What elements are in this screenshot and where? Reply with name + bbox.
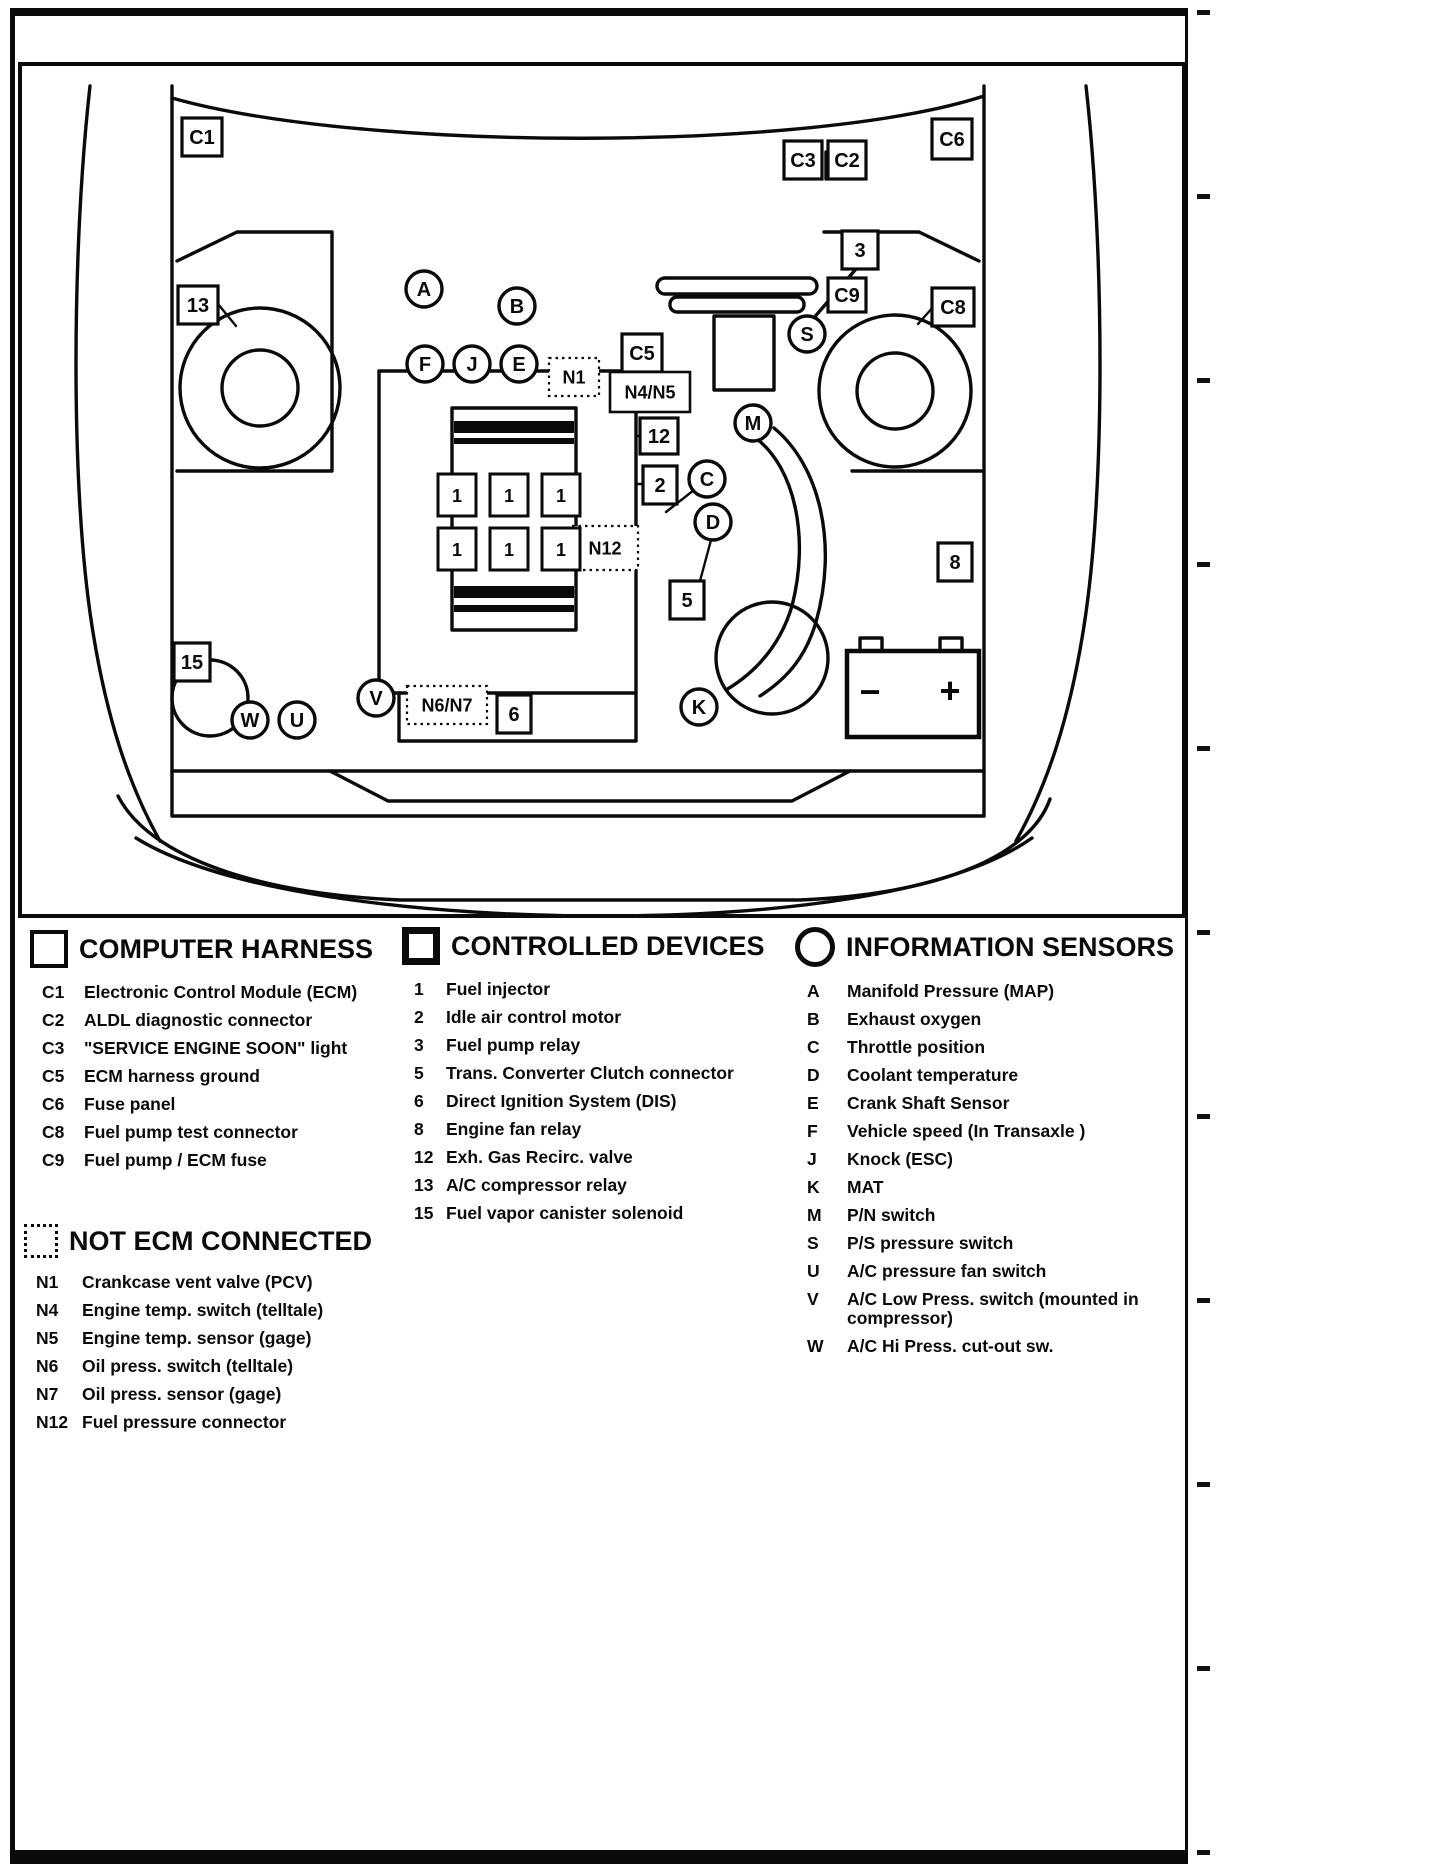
- diagram-label-text: 1: [555, 486, 567, 506]
- legend-not-ecm-connected-header: [24, 1224, 386, 1258]
- diagram-label-text: W: [240, 710, 260, 732]
- engine-bay-artwork: [76, 86, 1100, 914]
- legend-information-sensors: [795, 927, 1183, 1365]
- sensor-circle-F: [407, 346, 443, 382]
- diagram-label-text: C6: [939, 129, 965, 151]
- legend-item-B: [807, 1010, 1183, 1029]
- diagram-label-text: C1: [189, 127, 215, 149]
- legend-item-U: [807, 1262, 1183, 1281]
- component-box-15: [174, 643, 210, 681]
- legend-item-label: MAT: [847, 1177, 884, 1197]
- legend-item-label: Crankcase vent valve (PCV): [82, 1272, 313, 1292]
- legend-item-C6: [42, 1095, 392, 1114]
- legend-computer-harness-items: [42, 983, 392, 1170]
- legend-item-code: 3: [414, 1035, 424, 1055]
- legend-item-code: N6: [36, 1356, 59, 1376]
- legend-item-label: Coolant temperature: [847, 1065, 1019, 1085]
- legend-item-label: Fuse panel: [84, 1094, 176, 1114]
- sensor-circle-K: [681, 689, 717, 725]
- legend-item-label: Exhaust oxygen: [847, 1009, 982, 1029]
- square-bold-icon: [402, 927, 440, 965]
- legend-item-N7: [36, 1385, 386, 1404]
- legend-item-code: M: [807, 1205, 822, 1225]
- legend-item-code: D: [807, 1065, 820, 1085]
- legend-controlled-devices-header: [402, 927, 765, 965]
- sensor-circle-U: [279, 702, 315, 738]
- legend-item-label: Vehicle speed (In Transaxle ): [847, 1121, 1086, 1141]
- diagram-label-text: M: [744, 413, 762, 435]
- legend-item-15: [414, 1204, 754, 1223]
- diagram-label-text: 1: [451, 486, 463, 506]
- legend-item-code: 12: [414, 1147, 434, 1167]
- legend-item-label: Engine temp. sensor (gage): [82, 1328, 312, 1348]
- edge-tick-mark: [1197, 1114, 1210, 1119]
- legend-item-label: ECM harness ground: [84, 1066, 260, 1086]
- legend-item-label: Oil press. switch (telltale): [82, 1356, 294, 1376]
- legend-item-code: U: [807, 1261, 820, 1281]
- battery-terminal-sign: +: [939, 670, 961, 711]
- legend-item-code: A: [807, 981, 820, 1001]
- legend-controlled-devices: [402, 927, 765, 1232]
- legend-item-C1: [42, 983, 392, 1002]
- legend-item-code: 15: [414, 1203, 434, 1223]
- not-ecm-box-N1: [549, 358, 599, 396]
- legend-item-label: Fuel pump relay: [446, 1035, 581, 1055]
- diagram-label-text: D: [705, 512, 721, 534]
- legend-item-label: A/C Low Press. switch (mounted in compressor): [847, 1289, 1139, 1328]
- legend-item-N12: [36, 1413, 386, 1432]
- legend-item-label: Fuel pump test connector: [84, 1122, 298, 1142]
- diagram-label-text: 1: [503, 486, 515, 506]
- component-box-5: [670, 581, 704, 619]
- not-ecm-box-N6/N7: [407, 686, 487, 724]
- diagram-label-text: 1: [451, 540, 463, 560]
- legend-item-6: [414, 1092, 754, 1111]
- legend-controlled-devices-items: [414, 980, 754, 1223]
- legend-item-V: [807, 1290, 1183, 1328]
- legend-item-code: E: [807, 1093, 819, 1113]
- diagram-label-text: U: [289, 710, 305, 732]
- legend-item-label: Exh. Gas Recirc. valve: [446, 1147, 633, 1167]
- component-box-8: [938, 543, 972, 581]
- fuel-injector-marker: [438, 474, 476, 516]
- legend-item-code: N1: [36, 1272, 59, 1292]
- component-box-C2: [828, 141, 866, 179]
- diagram-label-text: N6/N7: [421, 695, 473, 716]
- legend-item-1: [414, 980, 754, 999]
- sensor-circle-S: [789, 316, 825, 352]
- legend-item-code: B: [807, 1009, 820, 1029]
- edge-tick-mark: [1197, 378, 1210, 383]
- legend-item-D: [807, 1066, 1183, 1085]
- legend-item-C: [807, 1038, 1183, 1057]
- component-box-2: [643, 466, 677, 504]
- legend-item-C8: [42, 1123, 392, 1142]
- legend-item-E: [807, 1094, 1183, 1113]
- diagram-label-text: C3: [790, 150, 816, 172]
- component-box-C5: [622, 334, 662, 372]
- diagram-label-text: 1: [555, 540, 567, 560]
- diagram-label-text: 8: [949, 552, 961, 574]
- edge-tick-mark: [1197, 562, 1210, 567]
- legend-item-8: [414, 1120, 754, 1139]
- sensor-circle-J: [454, 346, 490, 382]
- legend-item-label: Throttle position: [847, 1037, 986, 1057]
- legend-item-code: 6: [414, 1091, 424, 1111]
- diagram-label-text: C9: [834, 285, 860, 307]
- legend-item-N5: [36, 1329, 386, 1348]
- edge-tick-mark: [1197, 194, 1210, 199]
- diagram-label-text: B: [509, 296, 525, 318]
- component-box-C3: [784, 141, 822, 179]
- diagram-label-text: 5: [681, 590, 693, 612]
- legend-information-sensors-title: INFORMATION SENSORS: [846, 931, 1175, 962]
- diagram-label-text: 3: [854, 240, 866, 262]
- component-box-12: [640, 418, 678, 454]
- component-box-13: [178, 286, 218, 324]
- legend-not-ecm-connected-items: [36, 1273, 386, 1432]
- legend-item-code: N4: [36, 1300, 59, 1320]
- legend-item-code: C3: [42, 1038, 65, 1058]
- diagram-label-text: F: [418, 354, 432, 376]
- diagram-label-text: E: [512, 354, 526, 376]
- sensor-circle-V: [358, 680, 394, 716]
- legend-item-code: 5: [414, 1063, 424, 1083]
- legend-item-label: Knock (ESC): [847, 1149, 953, 1169]
- legend-item-code: S: [807, 1233, 819, 1253]
- legend-item-label: Trans. Converter Clutch connector: [446, 1063, 734, 1083]
- diagram-label-text: N1: [562, 367, 586, 388]
- component-box-C6: [932, 119, 972, 159]
- edge-tick-mark: [1197, 1666, 1210, 1671]
- legend-item-code: 13: [414, 1175, 434, 1195]
- legend-item-N6: [36, 1357, 386, 1376]
- legend-not-ecm-connected-title: NOT ECM CONNECTED: [69, 1225, 372, 1256]
- legend-item-code: C: [807, 1037, 820, 1057]
- legend-computer-harness-header: [30, 930, 392, 968]
- legend-item-label: Engine fan relay: [446, 1119, 582, 1139]
- edge-tick-mark: [1197, 1298, 1210, 1303]
- legend-item-label: P/N switch: [847, 1205, 936, 1225]
- diagram-label-text: C8: [940, 297, 966, 319]
- legend-computer-harness: [30, 930, 392, 1179]
- legend-item-code: C1: [42, 982, 65, 1002]
- edge-tick-mark: [1197, 746, 1210, 751]
- fuel-injector-marker: [542, 528, 580, 570]
- legend-item-code: 8: [414, 1119, 424, 1139]
- legend-item-2: [414, 1008, 754, 1027]
- edge-tick-mark: [1197, 930, 1210, 935]
- sensor-circle-M: [735, 405, 771, 441]
- legend-item-code: C2: [42, 1010, 65, 1030]
- legend-item-M: [807, 1206, 1183, 1225]
- legend-item-code: K: [807, 1177, 820, 1197]
- legend-item-label: Fuel vapor canister solenoid: [446, 1203, 684, 1223]
- legend-item-label: Manifold Pressure (MAP): [847, 981, 1055, 1001]
- legend-controlled-devices-title: CONTROLLED DEVICES: [451, 930, 765, 961]
- diagram-label-text: 2: [654, 475, 666, 497]
- legend-item-C3: [42, 1039, 392, 1058]
- diagram-label-text: A: [416, 279, 432, 301]
- diagram-label-text: 6: [508, 704, 520, 726]
- battery-terminal-sign: −: [859, 671, 881, 712]
- diagram-label-text: 15: [180, 652, 204, 674]
- component-box-3: [842, 231, 878, 269]
- legend-item-code: N5: [36, 1328, 59, 1348]
- fuel-injector-marker: [438, 528, 476, 570]
- diagram-label-text: 13: [186, 295, 210, 317]
- legend-item-code: W: [807, 1336, 824, 1356]
- legend-item-label: Fuel injector: [446, 979, 551, 999]
- diagram-label-text: N4/N5: [624, 382, 676, 403]
- legend-item-J: [807, 1150, 1183, 1169]
- legend-item-code: C6: [42, 1094, 65, 1114]
- legend-item-label: Fuel pressure connector: [82, 1412, 287, 1432]
- circle-icon: [795, 927, 835, 967]
- diagram-label-text: 12: [647, 426, 671, 448]
- legend-item-label: Electronic Control Module (ECM): [84, 982, 358, 1002]
- legend-item-N4: [36, 1301, 386, 1320]
- legend-item-C5: [42, 1067, 392, 1086]
- legend-item-C9: [42, 1151, 392, 1170]
- not-ecm-box-N12: [572, 526, 638, 570]
- component-box-C8: [932, 288, 974, 326]
- legend-item-label: A/C compressor relay: [446, 1175, 627, 1195]
- diagram-label-text: C2: [834, 150, 860, 172]
- edge-tick-mark: [1197, 1482, 1210, 1487]
- legend-item-label: Engine temp. switch (telltale): [82, 1300, 324, 1320]
- legend-item-label: Idle air control motor: [446, 1007, 622, 1027]
- not-ecm-box-N4/N5: [610, 372, 690, 412]
- legend-item-code: F: [807, 1121, 818, 1141]
- legend-item-N1: [36, 1273, 386, 1292]
- sensor-circle-A: [406, 271, 442, 307]
- legend-information-sensors-items: [807, 982, 1183, 1356]
- legend-item-code: J: [807, 1149, 817, 1169]
- legend-information-sensors-header: [795, 927, 1183, 967]
- component-box-C1: [182, 118, 222, 156]
- legend-not-ecm-connected: [24, 1224, 386, 1441]
- legend-item-F: [807, 1122, 1183, 1141]
- legend-item-13: [414, 1176, 754, 1195]
- legend-item-3: [414, 1036, 754, 1055]
- component-box-C9: [828, 278, 866, 312]
- legend-item-label: A/C Hi Press. cut-out sw.: [847, 1336, 1054, 1356]
- square-outline-icon: [30, 930, 68, 968]
- legend-item-code: V: [807, 1289, 819, 1309]
- legend-item-5: [414, 1064, 754, 1083]
- sensor-circle-C: [689, 461, 725, 497]
- fuel-injector-marker: [490, 474, 528, 516]
- legend-item-K: [807, 1178, 1183, 1197]
- legend-item-code: C5: [42, 1066, 65, 1086]
- edge-tick-mark: [1197, 10, 1210, 15]
- legend-item-label: Direct Ignition System (DIS): [446, 1091, 677, 1111]
- legend-item-label: A/C pressure fan switch: [847, 1261, 1047, 1281]
- diagram-label-text: V: [369, 688, 383, 710]
- legend-item-label: P/S pressure switch: [847, 1233, 1014, 1253]
- sensor-circle-W: [232, 702, 268, 738]
- legend-item-label: ALDL diagnostic connector: [84, 1010, 313, 1030]
- diagram-label-text: C5: [629, 343, 655, 365]
- legend-item-code: N7: [36, 1384, 59, 1404]
- legend-computer-harness-title: COMPUTER HARNESS: [79, 933, 374, 964]
- engine-compartment-diagram: [18, 62, 1186, 918]
- diagram-label-text: J: [466, 354, 478, 376]
- sensor-circle-E: [501, 346, 537, 382]
- legend-item-code: 2: [414, 1007, 424, 1027]
- sensor-circle-D: [695, 504, 731, 540]
- diagram-label-text: 1: [503, 540, 515, 560]
- square-dotted-icon: [24, 1224, 58, 1258]
- legend-item-code: N12: [36, 1412, 69, 1432]
- legend-item-W: [807, 1337, 1183, 1356]
- diagram-label-text: K: [691, 697, 707, 719]
- legend-item-code: C8: [42, 1122, 65, 1142]
- edge-tick-mark: [1197, 1850, 1210, 1855]
- legend-item-12: [414, 1148, 754, 1167]
- legend-item-C2: [42, 1011, 392, 1030]
- legend-item-S: [807, 1234, 1183, 1253]
- legend-item-code: C9: [42, 1150, 65, 1170]
- legend-item-label: Oil press. sensor (gage): [82, 1384, 282, 1404]
- diagram-label-text: S: [800, 324, 814, 346]
- legend-item-A: [807, 982, 1183, 1001]
- legend-item-label: Fuel pump / ECM fuse: [84, 1150, 267, 1170]
- legend-item-label: Crank Shaft Sensor: [847, 1093, 1010, 1113]
- legend-item-label: "SERVICE ENGINE SOON" light: [84, 1038, 348, 1058]
- fuel-injector-marker: [542, 474, 580, 516]
- diagram-label-text: C: [699, 469, 715, 491]
- fuel-injector-marker: [490, 528, 528, 570]
- legend-item-code: 1: [414, 979, 424, 999]
- diagram-label-text: N12: [588, 538, 622, 559]
- sensor-circle-B: [499, 288, 535, 324]
- component-box-6: [497, 695, 531, 733]
